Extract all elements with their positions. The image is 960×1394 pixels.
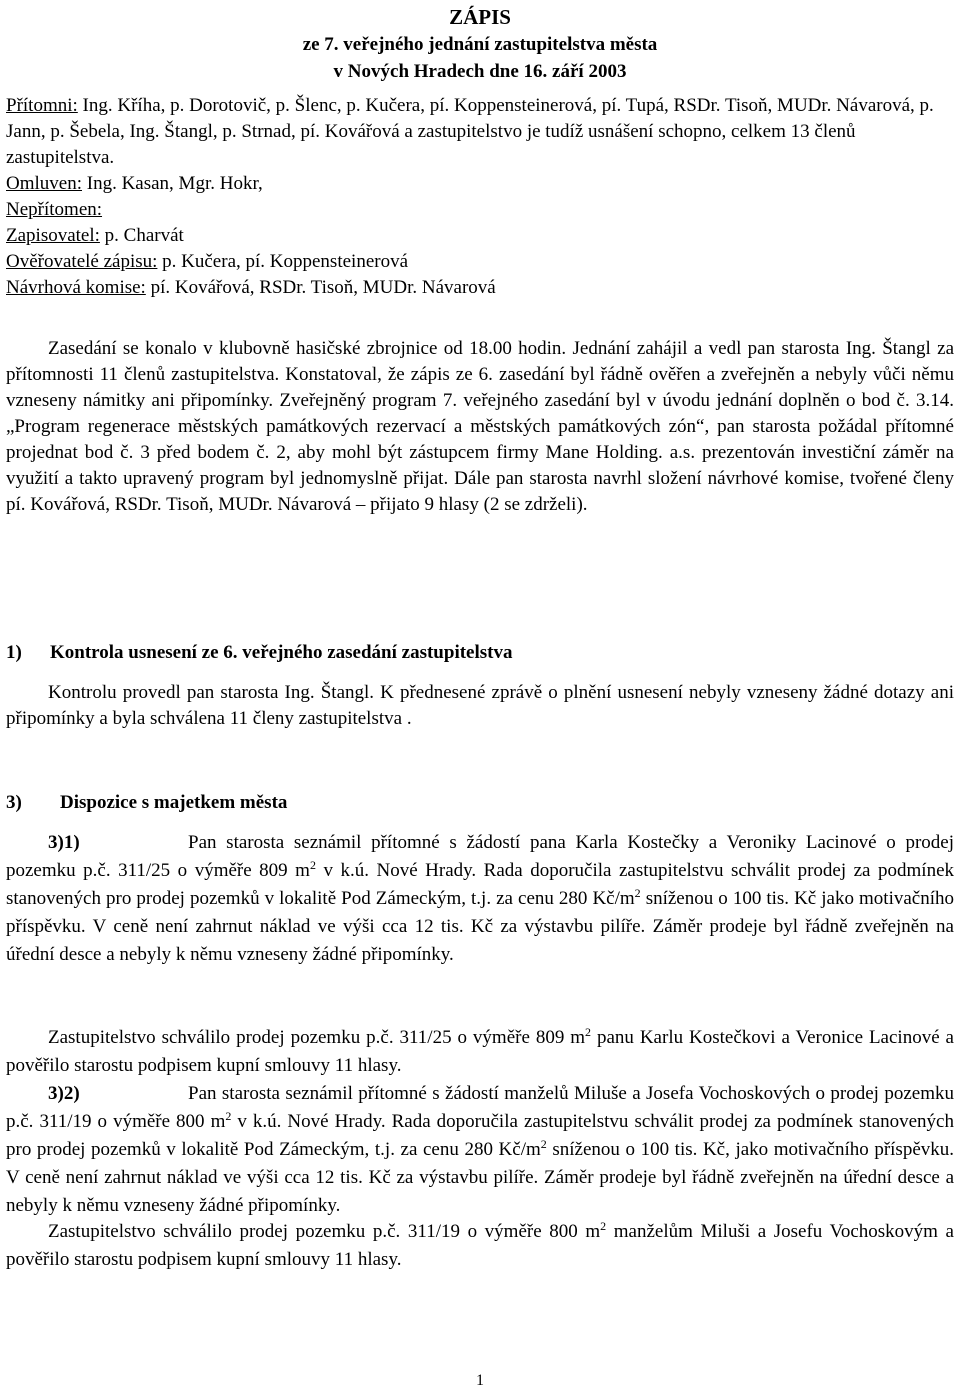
section1-title: Kontrola usnesení ze 6. veřejného zasedání zastupitelstva <box>50 642 513 663</box>
item-3-2-approval <box>6 1218 954 1274</box>
recorder-label: Zapisovatel: <box>6 225 100 246</box>
verifiers-line <box>6 249 954 275</box>
superscript: 2 <box>540 1137 547 1151</box>
committee-label: Návrhová komise: <box>6 277 146 298</box>
recorder-text: p. Charvát <box>99 225 184 246</box>
section3-heading <box>6 790 287 816</box>
superscript: 2 <box>634 886 641 900</box>
present-label: Přítomni: <box>6 95 78 116</box>
section1-number: 1) <box>6 642 22 663</box>
superscript: 2 <box>585 1025 592 1039</box>
document-date-line: v Nových Hradech dne 16. září 2003 <box>333 61 627 82</box>
item-3-2-text-c: sníženou o 100 tis. Kč, jako motivačního příspěvku. V ceně není zahrnut náklad ve výši cca 12 tis. Kč za výstavbu pilíře. Záměr prodeje byl řádně zveřejněn na úřední desce a nebyly k němu vzneseny žádné připomínky. <box>6 1139 954 1216</box>
present-text: Ing. Kříha, p. Dorotovič, p. Šlenc, p. Kučera, pí. Koppensteinerová, pí. Tupá, RSDr. Tisoň, MUDr. Návarová, p. Jann, p. Šebela, Ing. Štangl, p. Strnad, pí. Kovářová a zastupitelstvo je tudíž usnášení schopno, celkem 13 členů zastupitelstva. <box>6 95 934 168</box>
committee-text: pí. Kovářová, RSDr. Tisoň, MUDr. Návarová <box>145 277 496 298</box>
item-3-2-label: 3)2) <box>48 1083 80 1104</box>
superscript: 2 <box>600 1219 607 1233</box>
document-title-block <box>0 4 960 85</box>
item-3-2-text-a: Pan starosta seznámil přítomné s žádostí manželů Miluše a Josefa Vochoskových o prodej pozemku p.č. 311/19 o výměře 800 m <box>6 1083 954 1132</box>
excused-text: Ing. Kasan, Mgr. Hokr, <box>82 173 263 194</box>
intro-paragraph: Zasedání se konalo v klubovně hasičské zbrojnice od 18.00 hodin. Jednání zahájil a vedl pan starosta Ing. Štangl za přítomnosti 11 členů zastupitelstva. Konstatoval, že zápis ze 6. zasedání byl řádně ověřen a zveřejněn a nebyly vůči němu vzneseny námitky ani připomínky. Zveřejněný program 7. veřejného zasedání byl v úvodu jednání doplněn o bod č. 3.14. „Program regenerace městských památkových rezervací a městských památkových zón“, pan starosta požádal přítomné projednat bod č. 3 před bodem č. 2, aby mohl být zástupcem firmy Mane Holding. a.s. prezentován investiční záměr na využití a takto upravený program byl jednomyslně přijat. Dále pan starosta navrhl složení návrhové komise, tvořené členy pí. Kovářová, RSDr. Tisoň, MUDr. Návarová – přijato 9 hlasy (2 se zdrželi). <box>6 338 954 515</box>
section3-number: 3) <box>6 792 22 813</box>
item-3-1-label: 3)1) <box>48 832 80 853</box>
item-3-1-approval <box>6 1024 954 1080</box>
absent-line <box>6 197 954 223</box>
document-subtitle: ze 7. veřejného jednání zastupitelstva města <box>302 34 658 55</box>
recorder-line <box>6 223 954 249</box>
superscript: 2 <box>309 858 316 872</box>
excused-label: Omluven: <box>6 173 82 194</box>
excused-line <box>6 171 954 197</box>
committee-line <box>6 275 954 301</box>
item-3-1-paragraph <box>6 829 954 969</box>
attendance-section <box>6 93 954 301</box>
section3-title: Dispozice s majetkem města <box>60 792 288 813</box>
item-3-1-approval-b: panu Karlu Kostečkovi a Veronice Lacinové a pověřilo starostu podpisem kupní smlouvy 11 hlasy. <box>6 1027 954 1076</box>
item-3-1-approval-a: Zastupitelstvo schválilo prodej pozemku p.č. 311/25 o výměře 809 m <box>48 1027 586 1048</box>
item-3-2-text-b: v k.ú. Nové Hrady. Rada doporučila zastupitelstvu schválit prodej za podmínek stanovených pro prodej pozemků v lokalitě Pod Zámeckým, t.j. za cenu 280 Kč/m <box>6 1111 954 1160</box>
item-3-2-approval-a: Zastupitelstvo schválilo prodej pozemku p.č. 311/19 o výměře 800 m <box>48 1221 601 1242</box>
item-3-2-paragraph <box>6 1080 954 1220</box>
page-number: 1 <box>476 1372 484 1389</box>
item-3-1-text-b: v k.ú. Nové Hrady. Rada doporučila zastupitelstvu schválit prodej za podmínek stanovených pro prodej pozemků v lokalitě Pod Zámeckým, t.j. za cenu 280 Kč/m <box>6 860 954 909</box>
present-paragraph <box>6 93 954 171</box>
section1-paragraph: Kontrolu provedl pan starosta Ing. Štangl. K přednesené zprávě o plnění usnesení nebyly vzneseny žádné dotazy ani připomínky a byla schválena 11 členy zastupitelstva . <box>6 682 954 729</box>
item-3-2-approval-b: manželům Miluši a Josefu Vochoskovým a pověřilo starostu podpisem kupní smlouvy 11 hlasy. <box>6 1221 954 1270</box>
item-3-1-text-c: sníženou o 100 tis. Kč jako motivačního příspěvku. V ceně není zahrnut náklad ve výši cca 12 tis. Kč za výstavbu pilíře. Záměr prodeje byl řádně zveřejněn na úřední desce a nebyly k němu vzneseny žádné připomínky. <box>6 888 955 965</box>
verifiers-text: p. Kučera, pí. Koppensteinerová <box>157 251 409 272</box>
verifiers-label: Ověřovatelé zápisu: <box>6 251 158 272</box>
section1-heading <box>6 640 513 666</box>
absent-label: Nepřítomen: <box>6 199 103 220</box>
document-title: ZÁPIS <box>449 5 511 29</box>
item-3-1-text-a: Pan starosta seznámil přítomné s žádostí pana Karla Kostečky a Veroniky Lacinové o prodej pozemku p.č. 311/25 o výměře 809 m <box>6 832 954 881</box>
superscript: 2 <box>225 1109 232 1123</box>
